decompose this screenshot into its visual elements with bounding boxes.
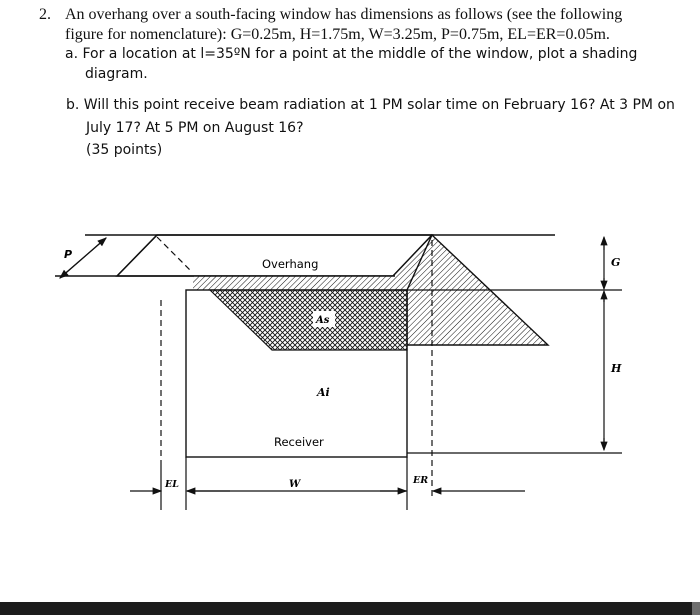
g-label: G <box>611 256 621 269</box>
receiver-label: Receiver <box>274 435 324 449</box>
bottom-bar-end <box>692 602 700 615</box>
overhang-label: Overhang <box>262 257 319 271</box>
points-label: (35 points) <box>86 142 163 158</box>
part-b-line-1: b. Will this point receive beam radiation at 1 PM solar time on February 16? At 3 PM on <box>66 97 675 113</box>
part-b-line-2: July 17? At 5 PM on August 16? <box>86 120 304 136</box>
bottom-bar <box>0 602 700 615</box>
part-a-line-1: a. For a location at l=35ºN for a point at the middle of the window, plot a shading <box>65 46 638 62</box>
el-label: EL <box>165 479 179 490</box>
as-label: As <box>316 315 330 326</box>
p-label: P <box>64 248 73 261</box>
problem-line-1: An overhang over a south-facing window has dimensions as follows (see the following <box>65 6 623 23</box>
part-a-line-2: diagram. <box>85 66 148 82</box>
ai-label: Ai <box>317 386 330 399</box>
h-label: H <box>611 362 622 375</box>
shaded-area-crosshatch <box>210 290 407 350</box>
problem-line-2: figure for nomenclature): G=0.25m, H=1.75m, W=3.25m, P=0.75m, EL=ER=0.05m. <box>65 26 610 43</box>
er-label: ER <box>413 475 429 486</box>
w-label: W <box>289 479 301 490</box>
problem-number: 2. <box>39 6 51 23</box>
